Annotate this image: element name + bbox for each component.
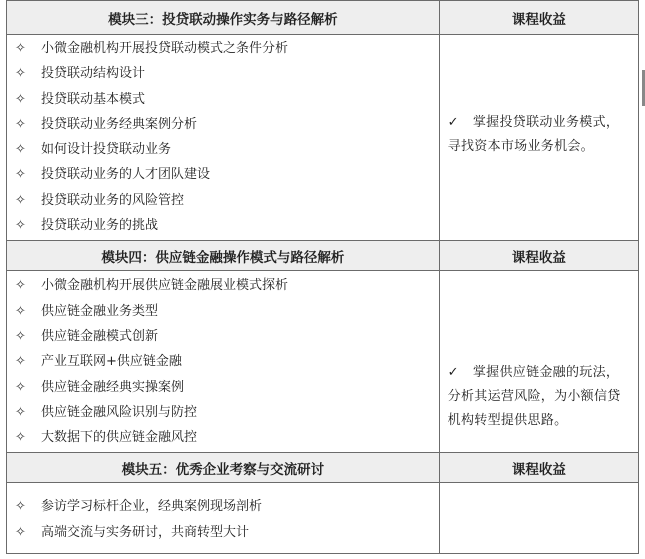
module-3-benefit-header: 课程收益 xyxy=(439,1,638,35)
module-5-items-cell xyxy=(7,483,440,554)
list-item-text: 高端交流与实务研讨，共商转型大计 xyxy=(41,524,250,540)
benefit-line xyxy=(448,111,630,135)
list-item xyxy=(7,215,439,240)
module-5-benefit-cell xyxy=(439,483,638,554)
list-item xyxy=(7,275,439,300)
checkmark-icon: ✓ xyxy=(447,115,459,130)
benefit-line-text: 掌握供应链金融的玩法， xyxy=(472,365,620,381)
list-item-text: 小微金融机构开展供应链金融展业模式探析 xyxy=(41,278,289,294)
module-3-header-row xyxy=(7,1,639,35)
list-item-text: 投贷联动业务的挑战 xyxy=(41,218,159,234)
module-4-benefit-cell xyxy=(439,271,638,453)
list-item-text: 投贷联动业务经典案例分析 xyxy=(41,116,198,132)
module-3-title: 模块三：投贷联动操作实务与路径解析 xyxy=(7,1,440,35)
diamond-bullet-icon: ✧ xyxy=(15,278,26,294)
list-item-text: 如何设计投贷联动业务 xyxy=(41,142,172,158)
list-item-text: 小微金融机构开展投贷联动模式之条件分析 xyxy=(41,41,289,56)
diamond-bullet-icon: ✧ xyxy=(15,142,26,158)
benefit-line: 分析其运营风险，为小额信贷 xyxy=(447,389,621,405)
diamond-bullet-icon: ✧ xyxy=(15,218,26,234)
diamond-bullet-icon: ✧ xyxy=(15,41,26,56)
diamond-bullet-icon: ✧ xyxy=(15,379,26,395)
checkmark-icon: ✓ xyxy=(447,365,459,381)
module-4-header-row xyxy=(7,241,639,271)
module-4-benefit-text xyxy=(440,271,638,433)
benefit-line: 寻找资本市场业务机会。 xyxy=(447,139,594,154)
course-table-document xyxy=(6,0,639,554)
diamond-bullet-icon: ✧ xyxy=(15,499,26,515)
module-5-body-row xyxy=(7,483,639,554)
list-item-text: 供应链金融风险识别与防控 xyxy=(41,404,198,420)
diamond-bullet-icon: ✧ xyxy=(15,167,26,183)
list-item xyxy=(7,114,439,139)
diamond-bullet-icon: ✧ xyxy=(15,66,26,82)
list-item xyxy=(7,427,439,452)
list-item-text: 参访学习标杆企业，经典案例现场剖析 xyxy=(41,499,263,515)
list-item xyxy=(7,496,439,521)
list-item-text: 投贷联动业务的人才团队建设 xyxy=(41,167,211,183)
module-5-item-list xyxy=(7,483,439,547)
course-modules-table xyxy=(6,0,639,554)
module-4-items-cell xyxy=(7,271,440,453)
diamond-bullet-icon: ✧ xyxy=(15,430,26,446)
diamond-bullet-icon: ✧ xyxy=(15,303,26,319)
list-item xyxy=(7,522,439,547)
diamond-bullet-icon: ✧ xyxy=(15,354,26,370)
list-item xyxy=(7,89,439,114)
module-5-title: 模块五：优秀企业考察与交流研讨 xyxy=(7,453,440,483)
diamond-bullet-icon: ✧ xyxy=(15,116,26,132)
list-item xyxy=(7,190,439,215)
diamond-bullet-icon: ✧ xyxy=(15,192,26,208)
list-item xyxy=(7,139,439,164)
diamond-bullet-icon: ✧ xyxy=(15,404,26,420)
module-3-item-list xyxy=(7,35,439,240)
module-4-title: 模块四：供应链金融操作模式与路径解析 xyxy=(7,241,440,271)
list-item-text: 产业互联网+供应链金融 xyxy=(41,354,182,370)
list-item xyxy=(7,402,439,427)
list-item-text: 供应链金融业务类型 xyxy=(41,303,159,319)
module-3-benefit-text xyxy=(440,35,638,159)
benefit-line xyxy=(448,361,630,385)
list-item xyxy=(7,301,439,326)
list-item xyxy=(7,63,439,88)
list-item-text: 投贷联动基本模式 xyxy=(41,91,146,107)
list-item-text: 投贷联动结构设计 xyxy=(41,66,146,82)
module-4-benefit-header: 课程收益 xyxy=(439,241,638,271)
module-5-benefit-header: 课程收益 xyxy=(439,453,638,483)
list-item-text: 投贷联动业务的风险管控 xyxy=(41,192,185,208)
module-3-body-row xyxy=(7,35,639,241)
list-item-text: 大数据下的供应链金融风控 xyxy=(41,430,198,446)
diamond-bullet-icon: ✧ xyxy=(15,328,26,344)
diamond-bullet-icon: ✧ xyxy=(15,524,26,540)
diamond-bullet-icon: ✧ xyxy=(15,91,26,107)
list-item xyxy=(7,351,439,376)
list-item-text: 供应链金融模式创新 xyxy=(41,328,159,344)
module-3-items-cell xyxy=(7,35,440,241)
list-item-text: 供应链金融经典实操案例 xyxy=(41,379,185,395)
module-3-benefit-cell xyxy=(439,35,638,241)
list-item xyxy=(7,377,439,402)
module-4-body-row xyxy=(7,271,639,453)
list-item xyxy=(7,38,439,63)
module-4-item-list xyxy=(7,271,439,452)
list-item xyxy=(7,326,439,351)
benefit-line: 机构转型提供思路。 xyxy=(447,413,568,429)
list-item xyxy=(7,164,439,189)
module-5-header-row xyxy=(7,453,639,483)
benefit-line-text: 掌握投贷联动业务模式， xyxy=(472,115,620,130)
